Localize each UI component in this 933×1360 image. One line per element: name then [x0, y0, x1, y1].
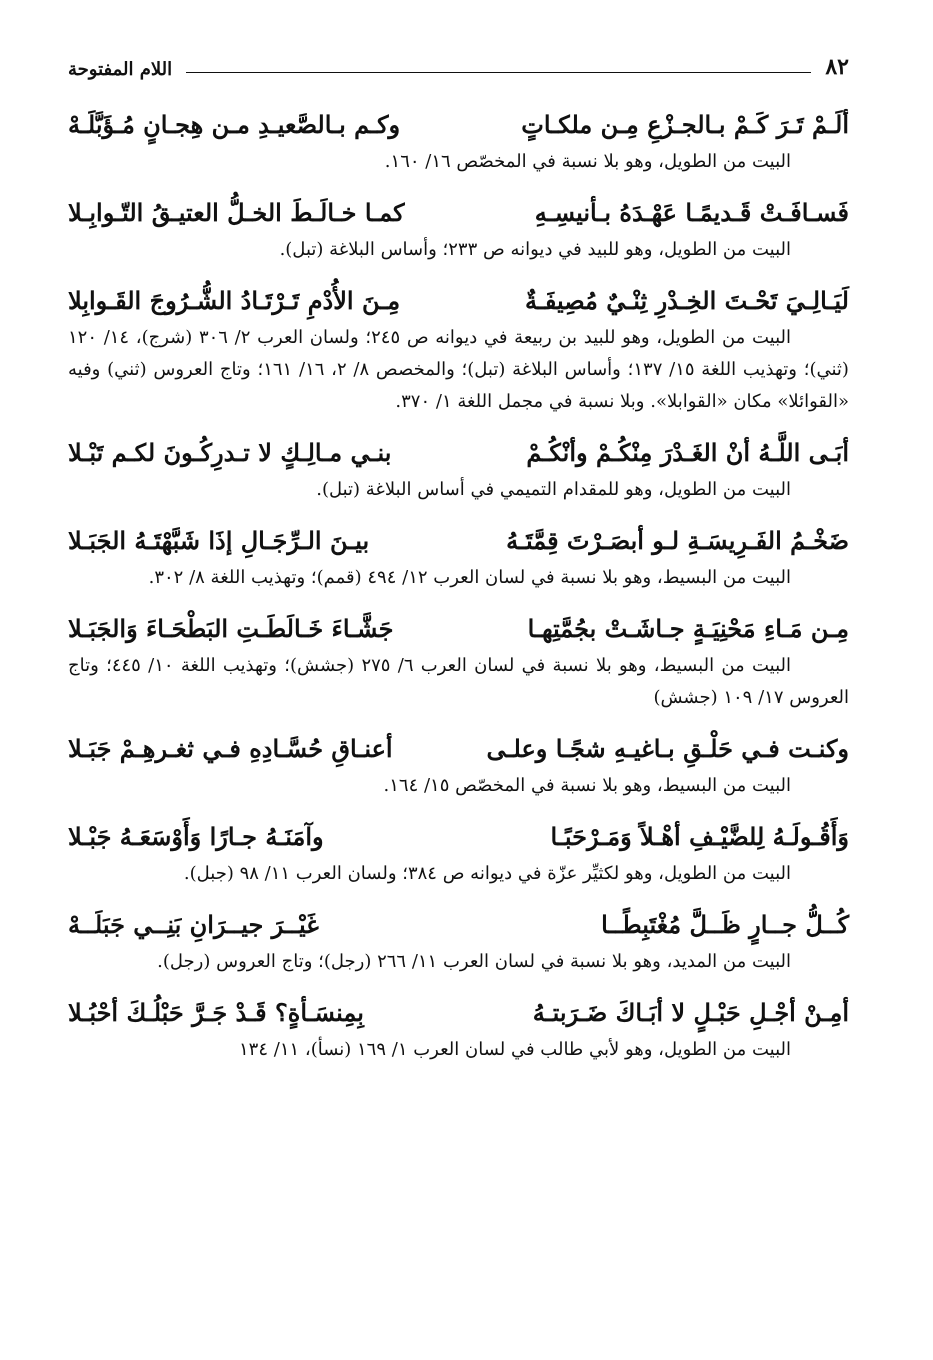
verse — [68, 728, 849, 770]
second-hemistich: وآمَنَـهُ جـارًا وَأَوْسَعَـهُ جَبْـلا — [68, 822, 324, 851]
first-hemistich: وَأَقُـولَـهُ لِلضَّيْـفِ أهْـلاً وَمَـرْحَبًـا — [550, 822, 849, 851]
source-note: البيت من الطويل، وهو للبيد بن ربيعة في ديوانه ص ٢٤٥؛ ولسان العرب ٢/ ٣٠٦ (شرج)، ١٤/ ١٢٠ (ثني)؛ وتهذيب اللغة ١٥/ ١٣٧؛ وأساس البلاغة (تبل)؛ والمخصص ٨/ ٢، ١٦/ ١٦١؛ وتاج العروس (ثني) وفيه «القوائلا» مكان «القوابلا». وبلا نسبة في مجمل اللغة ١/ ٣٧٠. — [68, 327, 849, 412]
source-note: البيت من الطويل، وهو للمقدام التميمي في أساس البلاغة (تبل). — [316, 479, 791, 500]
verse — [68, 192, 849, 234]
entry — [68, 904, 849, 978]
second-hemistich: كمـا خـالَـطَ الخـلُّ العتيـقُ التّـوابِـلا — [68, 198, 405, 227]
first-hemistich: كُــلُّ جــارٍ ظَــلَّ مُغْتَبِطًــا — [601, 910, 849, 939]
source-note: البيت من الطويل، وهو لأبي طالب في لسان العرب ١/ ١٦٩ (نسأ)، ١١/ ١٣٤ — [239, 1039, 791, 1060]
verse — [68, 280, 849, 322]
first-hemistich: لَيَـالِـيَ تَحْـتَ الخِـدْرِ ثِنْـيٌ مُصِيفَـةٌ — [524, 286, 849, 315]
second-hemistich: جَشَّـاءَ خَـالَطَـتِ البَطْحَـاءَ وَالجَبَـلا — [68, 614, 394, 643]
running-title: اللام المفتوحة — [68, 59, 173, 80]
verse — [68, 816, 849, 858]
second-hemistich: غَيْــرَ جيــرَانِ بَنِــي جَبَلَــهْ — [68, 910, 319, 939]
first-hemistich: أبَـى اللَّـهُ أنْ الغَـدْرَ مِنْكُـمْ وأنْكُـمْ — [526, 438, 849, 467]
source-note: البيت من البسيط، وهو بلا نسبة في لسان العرب ٦/ ٢٧٥ (جشش)؛ وتهذيب اللغة ١٠/ ٤٤٥؛ وتاج العروس ١٧/ ١٠٩ (جشش) — [68, 655, 849, 708]
second-hemistich: بيـنَ الـرِّجَـالِ إذَا شَبَّهْتَـهُ الجَبَـلا — [68, 526, 370, 555]
second-hemistich: مِـنَ الأُدْمِ تَـرْتَـادُ الشُّـرُوجَ القَـوابِلا — [68, 286, 401, 315]
source-note: البيت من المديد، وهو بلا نسبة في لسان العرب ١١/ ٢٦٦ (رجل)؛ وتاج العروس (رجل). — [157, 951, 791, 972]
first-hemistich: ألَـمْ تَـرَ كَـمْ بـالجـزْعِ مِـن ملكـاتٍ — [521, 110, 849, 139]
entry — [68, 192, 849, 266]
second-hemistich: أعنـاقِ حُسَّـادِهِ فـي ثغـرهِـمْ جَبَـلا — [68, 734, 393, 763]
second-hemistich: بِمِنسَـأةٍ؟ قَـدْ جَـرَّ حَبْلُـكَ أحْبُـلا — [68, 998, 364, 1027]
entry — [68, 992, 849, 1066]
source-note: البيت من الطويل، وهو للبيد في ديوانه ص ٢٣٣؛ وأساس البلاغة (تبل). — [279, 239, 791, 260]
verse — [68, 992, 849, 1034]
first-hemistich: ضَخْـمُ الفَـرِيسَـةِ لـو أبصَـرْتَ قِمَّتَـهُ — [506, 526, 849, 555]
entry — [68, 816, 849, 890]
source-note: البيت من البسيط، وهو بلا نسبة في المخصّص ١٥/ ١٦٤. — [383, 775, 791, 796]
header-rule — [186, 72, 811, 73]
verse — [68, 432, 849, 474]
entries — [68, 104, 849, 1066]
second-hemistich: بنـي مـالِـكٍ لا تـدرِكُـونَ لكـم تَبْـلا — [68, 438, 392, 467]
entry — [68, 104, 849, 178]
entry — [68, 728, 849, 802]
source-note: البيت من الطويل، وهو لكثيِّر عزّة في ديوانه ص ٣٨٤؛ ولسان العرب ١١/ ٩٨ (جبل). — [183, 863, 791, 884]
source-note: البيت من البسيط، وهو بلا نسبة في لسان العرب ١٢/ ٤٩٤ (قمم)؛ وتهذيب اللغة ٨/ ٣٠٢. — [148, 567, 791, 588]
page-header — [68, 50, 849, 80]
second-hemistich: وكـم بـالصَّعيـدِ مـن هِجـانٍ مُـؤَبَّلَـهْ — [68, 110, 401, 139]
verse — [68, 904, 849, 946]
first-hemistich: فَسـافَـتْ قَـديمًـا عَهْـدَهُ بـأنيسِـهِ — [534, 198, 849, 227]
verse — [68, 520, 849, 562]
entry — [68, 608, 849, 714]
verse — [68, 104, 849, 146]
entry — [68, 520, 849, 594]
verse — [68, 608, 849, 650]
entry — [68, 280, 849, 418]
source-note: البيت من الطويل، وهو بلا نسبة في المخصّص ١٦/ ١٦٠. — [384, 151, 791, 172]
entry — [68, 432, 849, 506]
first-hemistich: وكنـت فـي حَلْـقِ بـاغيـهِ شجًـا وعلـى — [486, 734, 849, 763]
first-hemistich: أمِـنْ أجْـلِ حَبْـلٍ لا أبَـاكَ ضَـرَبتـهُ — [532, 998, 849, 1027]
page-number: ٨٢ — [825, 54, 849, 80]
first-hemistich: مِـن مَـاءِ مَحْنِيَـةٍ جـاشَـتْ بجُمَّتِهـا — [527, 614, 849, 643]
